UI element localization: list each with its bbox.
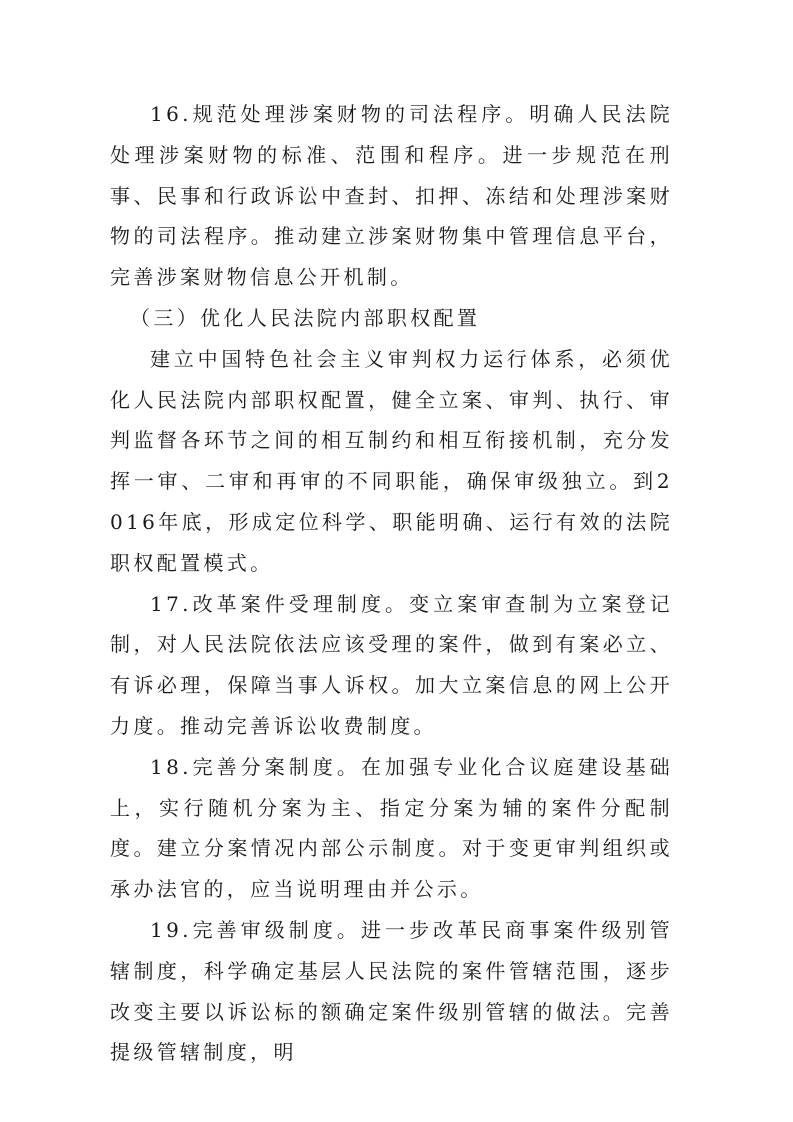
section-heading-3: （三）优化人民法院内部职权配置 [130, 305, 481, 330]
paragraph-19: 19.完善审级制度。进一步改革民商事案件级别管辖制度，科学确定基层人民法院的案件管辖范围，逐步改变主要以诉讼标的额确定案件级别管辖的做法。完善提级管辖制度，明 [110, 917, 673, 1065]
paragraph-18: 18.完善分案制度。在加强专业化合议庭建设基础上，实行随机分案为主、指定分案为辅的案件分配制度。建立分案情况内部公示制度。对于变更审判组织或承办法官的，应当说明理由并公示。 [110, 754, 673, 902]
section-intro-paragraph: 建立中国特色社会主义审判权力运行体系，必须优化人民法院内部职权配置，健全立案、审判、执行、审判监督各环节之间的相互制约和相互衔接机制，充分发挥一审、二审和再审的不同职能，确保审级独立。到2016年底，形成定位科学、职能明确、运行有效的法院职权配置模式。 [110, 346, 673, 575]
document-page [110, 94, 673, 1073]
paragraph-16: 16.规范处理涉案财物的司法程序。明确人民法院处理涉案财物的标准、范围和程序。进一步规范在刑事、民事和行政诉讼中查封、扣押、冻结和处理涉案财物的司法程序。推动建立涉案财物集中管理信息平台，完善涉案财物信息公开机制。 [110, 102, 673, 290]
paragraph-17: 17.改革案件受理制度。变立案审查制为立案登记制，对人民法院依法应该受理的案件，做到有案必立、有诉必理，保障当事人诉权。加大立案信息的网上公开力度。推动完善诉讼收费制度。 [110, 591, 673, 738]
